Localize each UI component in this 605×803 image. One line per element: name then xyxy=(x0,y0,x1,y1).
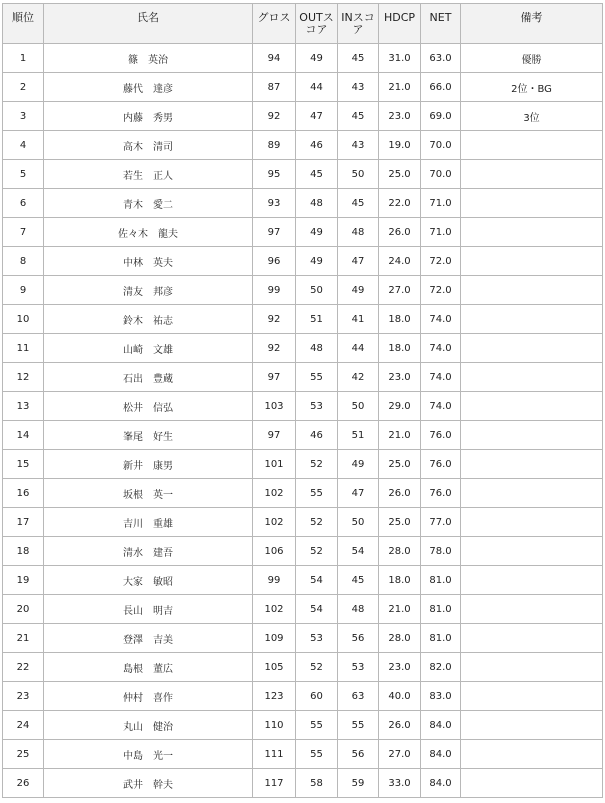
cell-name: 佐々木 龍夫 xyxy=(44,218,253,247)
cell-in-score: 45 xyxy=(338,189,379,218)
cell-hdcp: 23.0 xyxy=(379,653,421,682)
header-in-score: INスコア xyxy=(338,4,379,44)
cell-net: 84.0 xyxy=(421,769,461,798)
cell-hdcp: 21.0 xyxy=(379,595,421,624)
cell-out-score: 55 xyxy=(296,363,338,392)
cell-in-score: 48 xyxy=(338,595,379,624)
cell-rank: 20 xyxy=(3,595,44,624)
cell-hdcp: 25.0 xyxy=(379,450,421,479)
cell-note xyxy=(461,566,603,595)
cell-gross: 99 xyxy=(253,276,296,305)
cell-rank: 19 xyxy=(3,566,44,595)
cell-hdcp: 31.0 xyxy=(379,44,421,73)
cell-note xyxy=(461,624,603,653)
table-row xyxy=(3,102,603,131)
cell-in-score: 43 xyxy=(338,73,379,102)
cell-in-score: 53 xyxy=(338,653,379,682)
cell-out-score: 51 xyxy=(296,305,338,334)
cell-hdcp: 26.0 xyxy=(379,218,421,247)
cell-out-score: 55 xyxy=(296,740,338,769)
cell-name: 峯尾 好生 xyxy=(44,421,253,450)
cell-rank: 8 xyxy=(3,247,44,276)
table-row xyxy=(3,189,603,218)
cell-out-score: 52 xyxy=(296,653,338,682)
cell-note xyxy=(461,450,603,479)
cell-net: 83.0 xyxy=(421,682,461,711)
cell-note xyxy=(461,189,603,218)
cell-note xyxy=(461,131,603,160)
cell-rank: 13 xyxy=(3,392,44,421)
cell-gross: 105 xyxy=(253,653,296,682)
cell-net: 81.0 xyxy=(421,595,461,624)
cell-in-score: 47 xyxy=(338,479,379,508)
cell-out-score: 49 xyxy=(296,247,338,276)
cell-net: 72.0 xyxy=(421,276,461,305)
results-table xyxy=(2,3,603,798)
cell-net: 74.0 xyxy=(421,334,461,363)
cell-net: 78.0 xyxy=(421,537,461,566)
cell-out-score: 46 xyxy=(296,421,338,450)
cell-in-score: 48 xyxy=(338,218,379,247)
cell-in-score: 42 xyxy=(338,363,379,392)
cell-hdcp: 23.0 xyxy=(379,102,421,131)
cell-in-score: 41 xyxy=(338,305,379,334)
table-row xyxy=(3,479,603,508)
cell-hdcp: 25.0 xyxy=(379,160,421,189)
header-gross: グロス xyxy=(253,4,296,44)
cell-gross: 103 xyxy=(253,392,296,421)
cell-name: 登澤 吉美 xyxy=(44,624,253,653)
cell-net: 76.0 xyxy=(421,479,461,508)
cell-gross: 102 xyxy=(253,508,296,537)
table-row xyxy=(3,160,603,189)
cell-rank: 3 xyxy=(3,102,44,131)
table-row xyxy=(3,653,603,682)
cell-in-score: 44 xyxy=(338,334,379,363)
cell-net: 70.0 xyxy=(421,131,461,160)
cell-net: 63.0 xyxy=(421,44,461,73)
header-hdcp: HDCP xyxy=(379,4,421,44)
table-row xyxy=(3,73,603,102)
cell-in-score: 55 xyxy=(338,711,379,740)
cell-note xyxy=(461,160,603,189)
cell-note xyxy=(461,363,603,392)
cell-net: 74.0 xyxy=(421,392,461,421)
header-net: NET xyxy=(421,4,461,44)
cell-out-score: 52 xyxy=(296,537,338,566)
cell-rank: 21 xyxy=(3,624,44,653)
cell-net: 71.0 xyxy=(421,189,461,218)
cell-net: 76.0 xyxy=(421,450,461,479)
cell-gross: 97 xyxy=(253,421,296,450)
cell-gross: 102 xyxy=(253,479,296,508)
cell-hdcp: 18.0 xyxy=(379,566,421,595)
cell-rank: 2 xyxy=(3,73,44,102)
cell-rank: 10 xyxy=(3,305,44,334)
cell-gross: 110 xyxy=(253,711,296,740)
table-row xyxy=(3,769,603,798)
cell-in-score: 56 xyxy=(338,740,379,769)
cell-in-score: 63 xyxy=(338,682,379,711)
cell-in-score: 45 xyxy=(338,102,379,131)
cell-note xyxy=(461,769,603,798)
cell-hdcp: 40.0 xyxy=(379,682,421,711)
cell-net: 74.0 xyxy=(421,305,461,334)
table-row xyxy=(3,624,603,653)
cell-gross: 92 xyxy=(253,102,296,131)
cell-name: 丸山 健治 xyxy=(44,711,253,740)
cell-out-score: 52 xyxy=(296,450,338,479)
cell-out-score: 46 xyxy=(296,131,338,160)
cell-rank: 16 xyxy=(3,479,44,508)
cell-in-score: 59 xyxy=(338,769,379,798)
cell-out-score: 53 xyxy=(296,624,338,653)
table-row xyxy=(3,566,603,595)
cell-rank: 6 xyxy=(3,189,44,218)
cell-name: 仲村 喜作 xyxy=(44,682,253,711)
cell-note xyxy=(461,508,603,537)
cell-name: 新井 康男 xyxy=(44,450,253,479)
cell-out-score: 49 xyxy=(296,218,338,247)
cell-out-score: 55 xyxy=(296,479,338,508)
cell-net: 77.0 xyxy=(421,508,461,537)
cell-net: 76.0 xyxy=(421,421,461,450)
cell-out-score: 48 xyxy=(296,334,338,363)
cell-name: 清友 邦彦 xyxy=(44,276,253,305)
cell-gross: 102 xyxy=(253,595,296,624)
cell-rank: 14 xyxy=(3,421,44,450)
cell-hdcp: 21.0 xyxy=(379,73,421,102)
cell-net: 66.0 xyxy=(421,73,461,102)
cell-hdcp: 29.0 xyxy=(379,392,421,421)
cell-name: 石出 豊蔵 xyxy=(44,363,253,392)
table-row xyxy=(3,508,603,537)
cell-rank: 25 xyxy=(3,740,44,769)
cell-net: 69.0 xyxy=(421,102,461,131)
cell-gross: 87 xyxy=(253,73,296,102)
cell-out-score: 55 xyxy=(296,711,338,740)
cell-in-score: 49 xyxy=(338,450,379,479)
cell-note: 優勝 xyxy=(461,44,603,73)
cell-gross: 94 xyxy=(253,44,296,73)
cell-out-score: 53 xyxy=(296,392,338,421)
cell-note xyxy=(461,653,603,682)
cell-gross: 101 xyxy=(253,450,296,479)
cell-note xyxy=(461,276,603,305)
cell-rank: 26 xyxy=(3,769,44,798)
cell-name: 鈴木 祐志 xyxy=(44,305,253,334)
cell-name: 松井 信弘 xyxy=(44,392,253,421)
cell-name: 青木 愛二 xyxy=(44,189,253,218)
table-row xyxy=(3,363,603,392)
table-row xyxy=(3,334,603,363)
cell-name: 島根 董広 xyxy=(44,653,253,682)
cell-gross: 123 xyxy=(253,682,296,711)
cell-gross: 96 xyxy=(253,247,296,276)
table-row xyxy=(3,276,603,305)
cell-net: 74.0 xyxy=(421,363,461,392)
cell-gross: 109 xyxy=(253,624,296,653)
table-row xyxy=(3,711,603,740)
cell-hdcp: 24.0 xyxy=(379,247,421,276)
cell-hdcp: 21.0 xyxy=(379,421,421,450)
header-row xyxy=(3,4,603,44)
cell-note: 2位・BG xyxy=(461,73,603,102)
cell-name: 坂根 英一 xyxy=(44,479,253,508)
cell-in-score: 45 xyxy=(338,44,379,73)
cell-hdcp: 22.0 xyxy=(379,189,421,218)
cell-rank: 4 xyxy=(3,131,44,160)
cell-gross: 106 xyxy=(253,537,296,566)
cell-out-score: 54 xyxy=(296,566,338,595)
cell-in-score: 50 xyxy=(338,392,379,421)
cell-out-score: 50 xyxy=(296,276,338,305)
cell-note xyxy=(461,334,603,363)
cell-gross: 99 xyxy=(253,566,296,595)
cell-in-score: 56 xyxy=(338,624,379,653)
cell-net: 81.0 xyxy=(421,624,461,653)
cell-hdcp: 27.0 xyxy=(379,276,421,305)
table-row xyxy=(3,682,603,711)
table-row xyxy=(3,450,603,479)
cell-note xyxy=(461,305,603,334)
header-rank: 順位 xyxy=(3,4,44,44)
cell-in-score: 47 xyxy=(338,247,379,276)
table-row xyxy=(3,421,603,450)
cell-note xyxy=(461,421,603,450)
cell-gross: 93 xyxy=(253,189,296,218)
cell-in-score: 43 xyxy=(338,131,379,160)
cell-rank: 11 xyxy=(3,334,44,363)
cell-gross: 92 xyxy=(253,334,296,363)
cell-name: 大家 敏昭 xyxy=(44,566,253,595)
cell-hdcp: 27.0 xyxy=(379,740,421,769)
cell-name: 武井 幹夫 xyxy=(44,769,253,798)
cell-out-score: 49 xyxy=(296,44,338,73)
cell-name: 吉川 重雄 xyxy=(44,508,253,537)
cell-out-score: 60 xyxy=(296,682,338,711)
cell-note: 3位 xyxy=(461,102,603,131)
cell-hdcp: 25.0 xyxy=(379,508,421,537)
cell-hdcp: 23.0 xyxy=(379,363,421,392)
results-body xyxy=(3,44,603,798)
cell-gross: 117 xyxy=(253,769,296,798)
cell-hdcp: 18.0 xyxy=(379,305,421,334)
table-row xyxy=(3,305,603,334)
header-note: 備考 xyxy=(461,4,603,44)
cell-note xyxy=(461,711,603,740)
cell-net: 81.0 xyxy=(421,566,461,595)
cell-out-score: 44 xyxy=(296,73,338,102)
cell-note xyxy=(461,218,603,247)
cell-rank: 17 xyxy=(3,508,44,537)
cell-name: 中島 光一 xyxy=(44,740,253,769)
cell-net: 84.0 xyxy=(421,711,461,740)
cell-in-score: 50 xyxy=(338,508,379,537)
cell-gross: 111 xyxy=(253,740,296,769)
cell-net: 84.0 xyxy=(421,740,461,769)
cell-in-score: 49 xyxy=(338,276,379,305)
cell-in-score: 54 xyxy=(338,537,379,566)
cell-hdcp: 33.0 xyxy=(379,769,421,798)
cell-name: 高木 清司 xyxy=(44,131,253,160)
cell-out-score: 48 xyxy=(296,189,338,218)
cell-net: 70.0 xyxy=(421,160,461,189)
cell-hdcp: 26.0 xyxy=(379,711,421,740)
cell-note xyxy=(461,595,603,624)
cell-in-score: 50 xyxy=(338,160,379,189)
cell-name: 内藤 秀男 xyxy=(44,102,253,131)
cell-rank: 9 xyxy=(3,276,44,305)
cell-rank: 5 xyxy=(3,160,44,189)
cell-out-score: 52 xyxy=(296,508,338,537)
cell-out-score: 45 xyxy=(296,160,338,189)
cell-note xyxy=(461,479,603,508)
cell-note xyxy=(461,537,603,566)
cell-gross: 97 xyxy=(253,218,296,247)
cell-note xyxy=(461,392,603,421)
cell-name: 篠 英治 xyxy=(44,44,253,73)
table-row xyxy=(3,218,603,247)
cell-rank: 12 xyxy=(3,363,44,392)
cell-gross: 89 xyxy=(253,131,296,160)
cell-rank: 18 xyxy=(3,537,44,566)
cell-hdcp: 28.0 xyxy=(379,537,421,566)
header-out-score: OUTスコア xyxy=(296,4,338,44)
cell-name: 山崎 文雄 xyxy=(44,334,253,363)
cell-rank: 22 xyxy=(3,653,44,682)
cell-net: 72.0 xyxy=(421,247,461,276)
cell-rank: 15 xyxy=(3,450,44,479)
table-row xyxy=(3,595,603,624)
cell-gross: 97 xyxy=(253,363,296,392)
cell-out-score: 58 xyxy=(296,769,338,798)
table-row xyxy=(3,44,603,73)
cell-hdcp: 28.0 xyxy=(379,624,421,653)
table-row xyxy=(3,131,603,160)
cell-note xyxy=(461,740,603,769)
table-row xyxy=(3,537,603,566)
cell-note xyxy=(461,247,603,276)
cell-name: 清水 建吾 xyxy=(44,537,253,566)
table-row xyxy=(3,740,603,769)
cell-note xyxy=(461,682,603,711)
cell-rank: 1 xyxy=(3,44,44,73)
header-name: 氏名 xyxy=(44,4,253,44)
table-row xyxy=(3,247,603,276)
cell-hdcp: 18.0 xyxy=(379,334,421,363)
cell-name: 藤代 達彦 xyxy=(44,73,253,102)
cell-net: 82.0 xyxy=(421,653,461,682)
cell-in-score: 51 xyxy=(338,421,379,450)
cell-name: 中林 英夫 xyxy=(44,247,253,276)
cell-out-score: 54 xyxy=(296,595,338,624)
cell-gross: 92 xyxy=(253,305,296,334)
cell-hdcp: 26.0 xyxy=(379,479,421,508)
cell-name: 長山 明吉 xyxy=(44,595,253,624)
cell-rank: 23 xyxy=(3,682,44,711)
table-row xyxy=(3,392,603,421)
cell-name: 若生 正人 xyxy=(44,160,253,189)
cell-net: 71.0 xyxy=(421,218,461,247)
cell-rank: 7 xyxy=(3,218,44,247)
cell-in-score: 45 xyxy=(338,566,379,595)
cell-gross: 95 xyxy=(253,160,296,189)
cell-out-score: 47 xyxy=(296,102,338,131)
cell-hdcp: 19.0 xyxy=(379,131,421,160)
cell-rank: 24 xyxy=(3,711,44,740)
